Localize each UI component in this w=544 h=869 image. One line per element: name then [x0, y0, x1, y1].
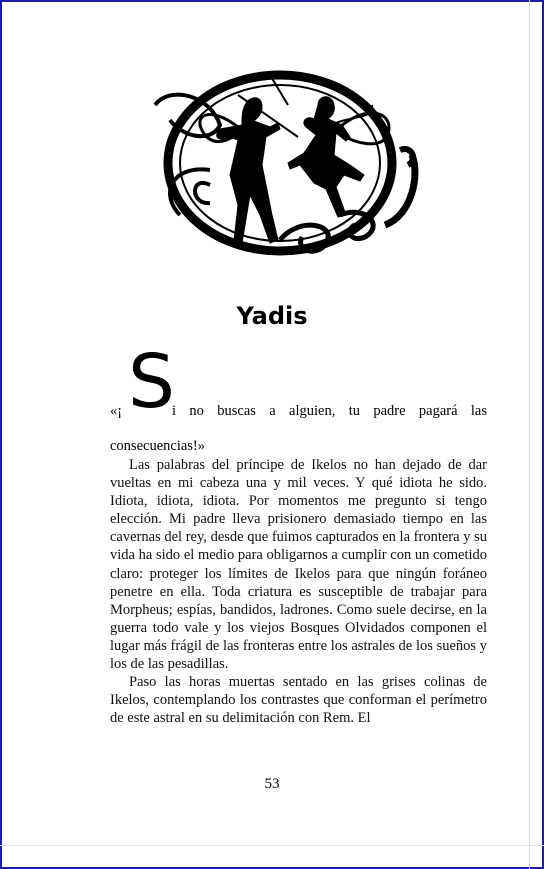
chapter-title: Yadis — [236, 302, 308, 330]
bottom-margin-line — [0, 845, 544, 846]
opening-second-line: consecuencias!» — [110, 438, 206, 454]
paragraph: Las palabras del príncipe de Ikelos no han dejado de dar vueltas en mi cabeza una y mil veces. Y qué idiota he sido. Idiota, idiota, idiota. Por momentos me pregunto si tengo elección. Mi padre lleva prisionero demasiado tiempo en las cavernas del rey, desde que fuimos capturados en la frontera y su vida ha sido el medio para obligarnos a cumplir con un cometido claro: proteger los límites de Ikelos para que ningún foráneo penetre en ella. Toda criatura es susceptible de trabajar para Morpheus; espías, bandidos, ladrones. Como suele decirse, en la guerra todo vale y los viejos Bosques Olvidados componen el lugar más frágil de las fronteras entre los astrales de los sueños y los de las pesadillas. — [110, 457, 487, 673]
drop-cap: S — [128, 339, 175, 425]
body-text — [110, 456, 487, 727]
opening-first-line: i no buscas a alguien, tu padre pagará las — [172, 403, 487, 419]
opening-quote-mark: «¡ — [110, 403, 123, 419]
fairies-circle-illustration-icon — [150, 65, 422, 265]
right-margin-line — [529, 0, 530, 869]
page-number: 53 — [264, 776, 280, 792]
paragraph: Paso las horas muertas sentado en las grises colinas de Ikelos, contemplando los contrastes que conforman el perímetro de este astral en su delimitación con Rem. El — [110, 674, 487, 727]
